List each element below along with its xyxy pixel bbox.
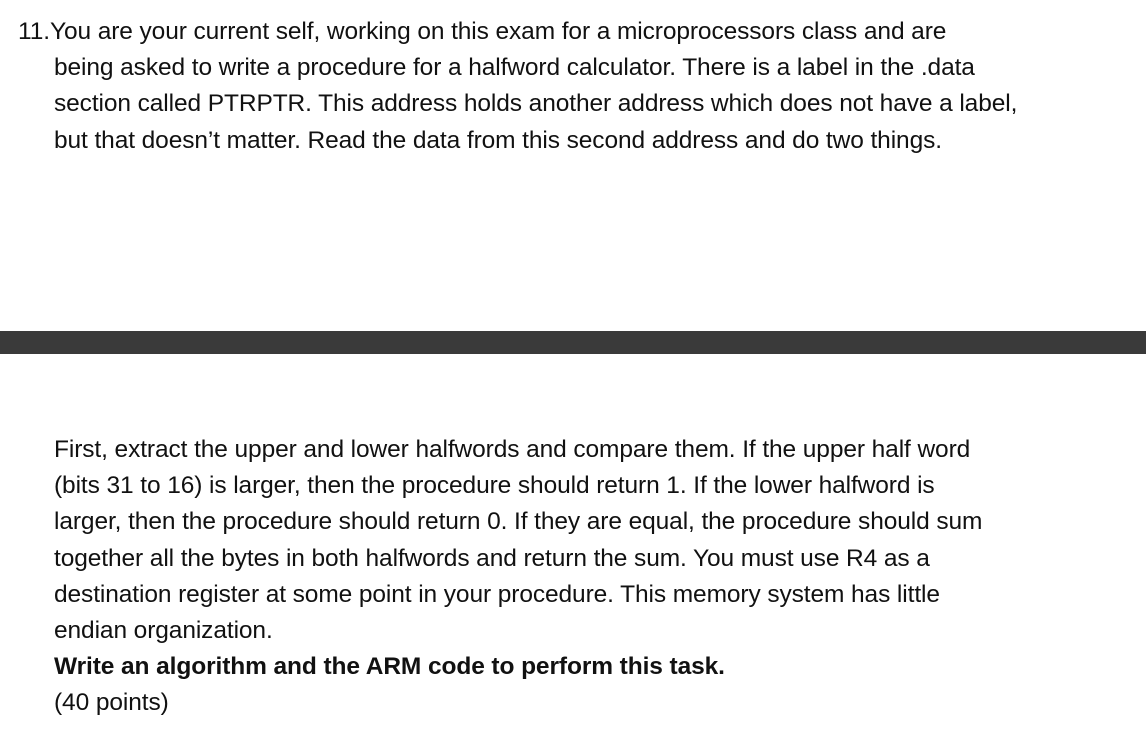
task-instruction: Write an algorithm and the ARM code to perform this task.: [54, 653, 725, 681]
intro-line-text: You are your current self, working on this exam for a microprocessors class and are: [49, 18, 947, 45]
question-line-1: [18, 14, 1132, 50]
body-line-text: First, extract the upper and lower halfwords and compare them. If the upper half word: [54, 436, 971, 463]
question-body: [54, 432, 1132, 722]
body-line-text: together all the bytes in both halfwords and return the sum. You must use R4 as a: [54, 544, 930, 572]
section-divider-bar: [0, 331, 1146, 354]
body-line-text: destination register at some point in your procedure. This memory system has little: [54, 580, 940, 608]
body-line-text: (bits 31 to 16) is larger, then the procedure should return 1. If the lower halfword is: [54, 472, 935, 500]
body-line-text: endian organization.: [54, 617, 273, 645]
points-value: (40 points): [54, 689, 169, 717]
intro-line-text: but that doesn’t matter. Read the data from this second address and do two things.: [54, 126, 942, 154]
question-intro: [18, 14, 1132, 159]
intro-line-text: section called PTRPTR. This address holds another address which does not have a label,: [54, 90, 1018, 118]
body-line-text: larger, then the procedure should return 0. If they are equal, the procedure should sum: [54, 508, 983, 536]
intro-line-text: being asked to write a procedure for a halfword calculator. There is a label in the .data: [54, 54, 975, 82]
question-number: 11.: [18, 18, 50, 45]
